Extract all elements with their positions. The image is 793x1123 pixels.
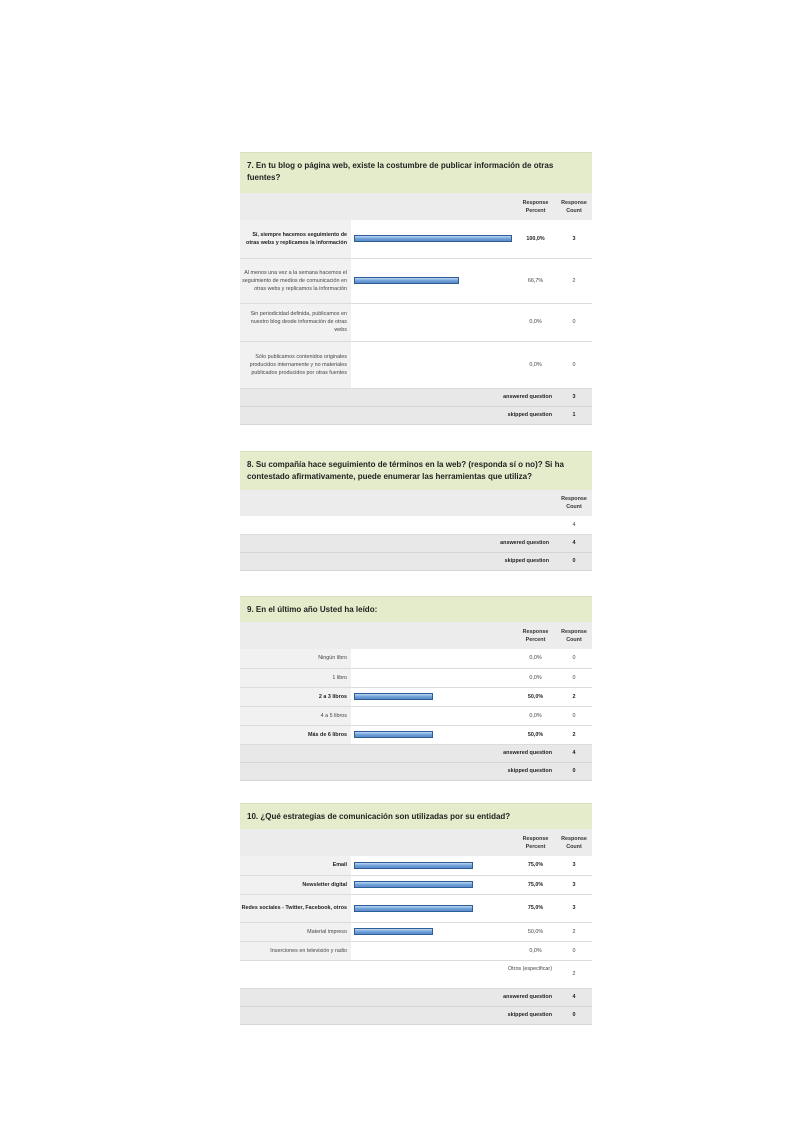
bar-cell xyxy=(351,856,515,875)
skipped-row xyxy=(240,552,592,570)
response-percent: 0,0% xyxy=(515,668,556,687)
answer-label: Newsletter digital xyxy=(240,875,351,894)
answered-count: 4 xyxy=(556,988,592,1006)
answered-label: answered question xyxy=(240,388,556,406)
skipped-row xyxy=(240,1006,592,1024)
response-count: 3 xyxy=(556,875,592,894)
response-count-header: Response Count xyxy=(556,622,592,649)
skipped-count: 1 xyxy=(556,406,592,424)
question-10 xyxy=(240,803,592,1025)
response-count: 3 xyxy=(556,894,592,922)
table-row xyxy=(240,649,592,668)
response-percent: 0,0% xyxy=(515,649,556,668)
bar-cell xyxy=(351,341,515,388)
answer-label: Material impreso xyxy=(240,922,351,941)
skipped-label: skipped question xyxy=(240,406,556,424)
skipped-count: 0 xyxy=(556,762,592,780)
response-count: 0 xyxy=(556,668,592,687)
answered-row xyxy=(240,534,592,552)
answered-label: answered question xyxy=(240,744,556,762)
response-count: 2 xyxy=(556,687,592,706)
table-row xyxy=(240,875,592,894)
skipped-label: skipped question xyxy=(240,762,556,780)
question-title: 9. En el último año Usted ha leído: xyxy=(240,596,592,622)
answered-count: 4 xyxy=(556,534,592,552)
results-table xyxy=(240,193,592,425)
other-row xyxy=(240,960,592,988)
answer-label: 2 a 3 libros xyxy=(240,687,351,706)
question-8 xyxy=(240,451,592,571)
table-row xyxy=(240,220,592,258)
response-percent: 50,0% xyxy=(515,725,556,744)
table-row xyxy=(240,922,592,941)
response-percent: 75,0% xyxy=(515,875,556,894)
answered-label: answered question xyxy=(240,988,556,1006)
skipped-label: skipped question xyxy=(240,1006,556,1024)
skipped-label: skipped question xyxy=(240,552,556,570)
response-count-header: Response Count xyxy=(556,193,592,220)
bar-cell xyxy=(351,941,515,960)
response-bar xyxy=(354,928,433,935)
response-count-header: Response Count xyxy=(556,829,592,856)
table-row xyxy=(240,516,592,534)
table-row xyxy=(240,941,592,960)
answered-row xyxy=(240,744,592,762)
table-row xyxy=(240,706,592,725)
table-row xyxy=(240,894,592,922)
table-header xyxy=(240,829,592,856)
bar-cell xyxy=(351,303,515,341)
bar-cell xyxy=(351,687,515,706)
answer-label: Email xyxy=(240,856,351,875)
answer-label: 1 libro xyxy=(240,668,351,687)
response-percent: 50,0% xyxy=(515,687,556,706)
response-bar xyxy=(354,235,512,242)
results-table xyxy=(240,622,592,781)
response-count: 2 xyxy=(556,725,592,744)
response-count: 3 xyxy=(556,220,592,258)
response-count: 2 xyxy=(556,258,592,303)
response-count: 0 xyxy=(556,941,592,960)
response-bar xyxy=(354,693,433,700)
bar-cell xyxy=(351,668,515,687)
answered-label: answered question xyxy=(240,534,556,552)
table-row xyxy=(240,258,592,303)
response-percent: 0,0% xyxy=(515,706,556,725)
skipped-row xyxy=(240,762,592,780)
bar-cell xyxy=(351,706,515,725)
response-bar xyxy=(354,881,473,888)
answered-row xyxy=(240,388,592,406)
answer-label: Sí, siempre hacemos seguimiento de otras webs y replicamos la información xyxy=(240,220,351,258)
answer-label: Sólo publicamos contenidos originales producidos internamente y no materiales publicados producidos por otras fuentes xyxy=(240,341,351,388)
response-percent-header: Response Percent xyxy=(515,829,556,856)
question-title: 7. En tu blog o página web, existe la costumbre de publicar información de otras fuentes? xyxy=(240,152,592,193)
response-percent-header: Response Percent xyxy=(515,622,556,649)
response-count: 2 xyxy=(556,922,592,941)
table-header xyxy=(240,622,592,649)
answer-label: Sin periodicidad definida, publicamos en nuestro blog desde información de otras webs xyxy=(240,303,351,341)
skipped-count: 0 xyxy=(556,1006,592,1024)
response-count-header: Response Count xyxy=(556,490,592,516)
answered-count: 4 xyxy=(556,744,592,762)
results-table xyxy=(240,490,592,571)
response-percent-header: Response Percent xyxy=(515,193,556,220)
response-bar xyxy=(354,905,473,912)
answer-label: Inserciones en televisión y radio xyxy=(240,941,351,960)
table-row xyxy=(240,687,592,706)
bar-cell xyxy=(351,258,515,303)
table-row xyxy=(240,856,592,875)
response-count: 3 xyxy=(556,856,592,875)
response-count: 4 xyxy=(556,516,592,534)
bar-cell xyxy=(351,725,515,744)
response-percent: 0,0% xyxy=(515,341,556,388)
bar-cell xyxy=(351,220,515,258)
skipped-row xyxy=(240,406,592,424)
question-9 xyxy=(240,596,592,781)
bar-cell xyxy=(351,922,515,941)
table-row xyxy=(240,725,592,744)
answer-label: Ningún libro xyxy=(240,649,351,668)
table-header xyxy=(240,490,592,516)
table-row xyxy=(240,668,592,687)
answered-row xyxy=(240,988,592,1006)
question-title: 10. ¿Qué estrategias de comunicación son utilizadas por su entidad? xyxy=(240,803,592,829)
bar-cell xyxy=(351,875,515,894)
response-percent: 66,7% xyxy=(515,258,556,303)
question-7 xyxy=(240,152,592,425)
results-table xyxy=(240,829,592,1025)
table-header xyxy=(240,193,592,220)
response-percent: 100,0% xyxy=(515,220,556,258)
response-percent: 75,0% xyxy=(515,894,556,922)
response-bar xyxy=(354,731,433,738)
table-row xyxy=(240,341,592,388)
table-row xyxy=(240,303,592,341)
bar-cell xyxy=(351,894,515,922)
other-count: 2 xyxy=(556,960,592,988)
answer-label: Redes sociales - Twitter, Facebook, otros xyxy=(240,894,351,922)
answer-label: Más de 6 libros xyxy=(240,725,351,744)
skipped-count: 0 xyxy=(556,552,592,570)
bar-cell xyxy=(351,649,515,668)
other-label: Otros (especificar) xyxy=(240,960,556,988)
response-count: 0 xyxy=(556,303,592,341)
response-count: 0 xyxy=(556,649,592,668)
answer-label: Al menos una vez a la semana hacemos el seguimiento de medios de comunicación en otras webs y replicamos la información xyxy=(240,258,351,303)
response-percent: 75,0% xyxy=(515,856,556,875)
response-percent: 50,0% xyxy=(515,922,556,941)
answer-label: 4 a 5 libros xyxy=(240,706,351,725)
response-bar xyxy=(354,277,459,284)
response-count: 0 xyxy=(556,706,592,725)
answered-count: 3 xyxy=(556,388,592,406)
response-bar xyxy=(354,862,473,869)
response-percent: 0,0% xyxy=(515,303,556,341)
response-percent: 0,0% xyxy=(515,941,556,960)
question-title: 8. Su compañía hace seguimiento de términos en la web? (responda sí o no)? Si ha contestado afirmativamente, puede enumerar las herramientas que utiliza? xyxy=(240,451,592,490)
response-count: 0 xyxy=(556,341,592,388)
